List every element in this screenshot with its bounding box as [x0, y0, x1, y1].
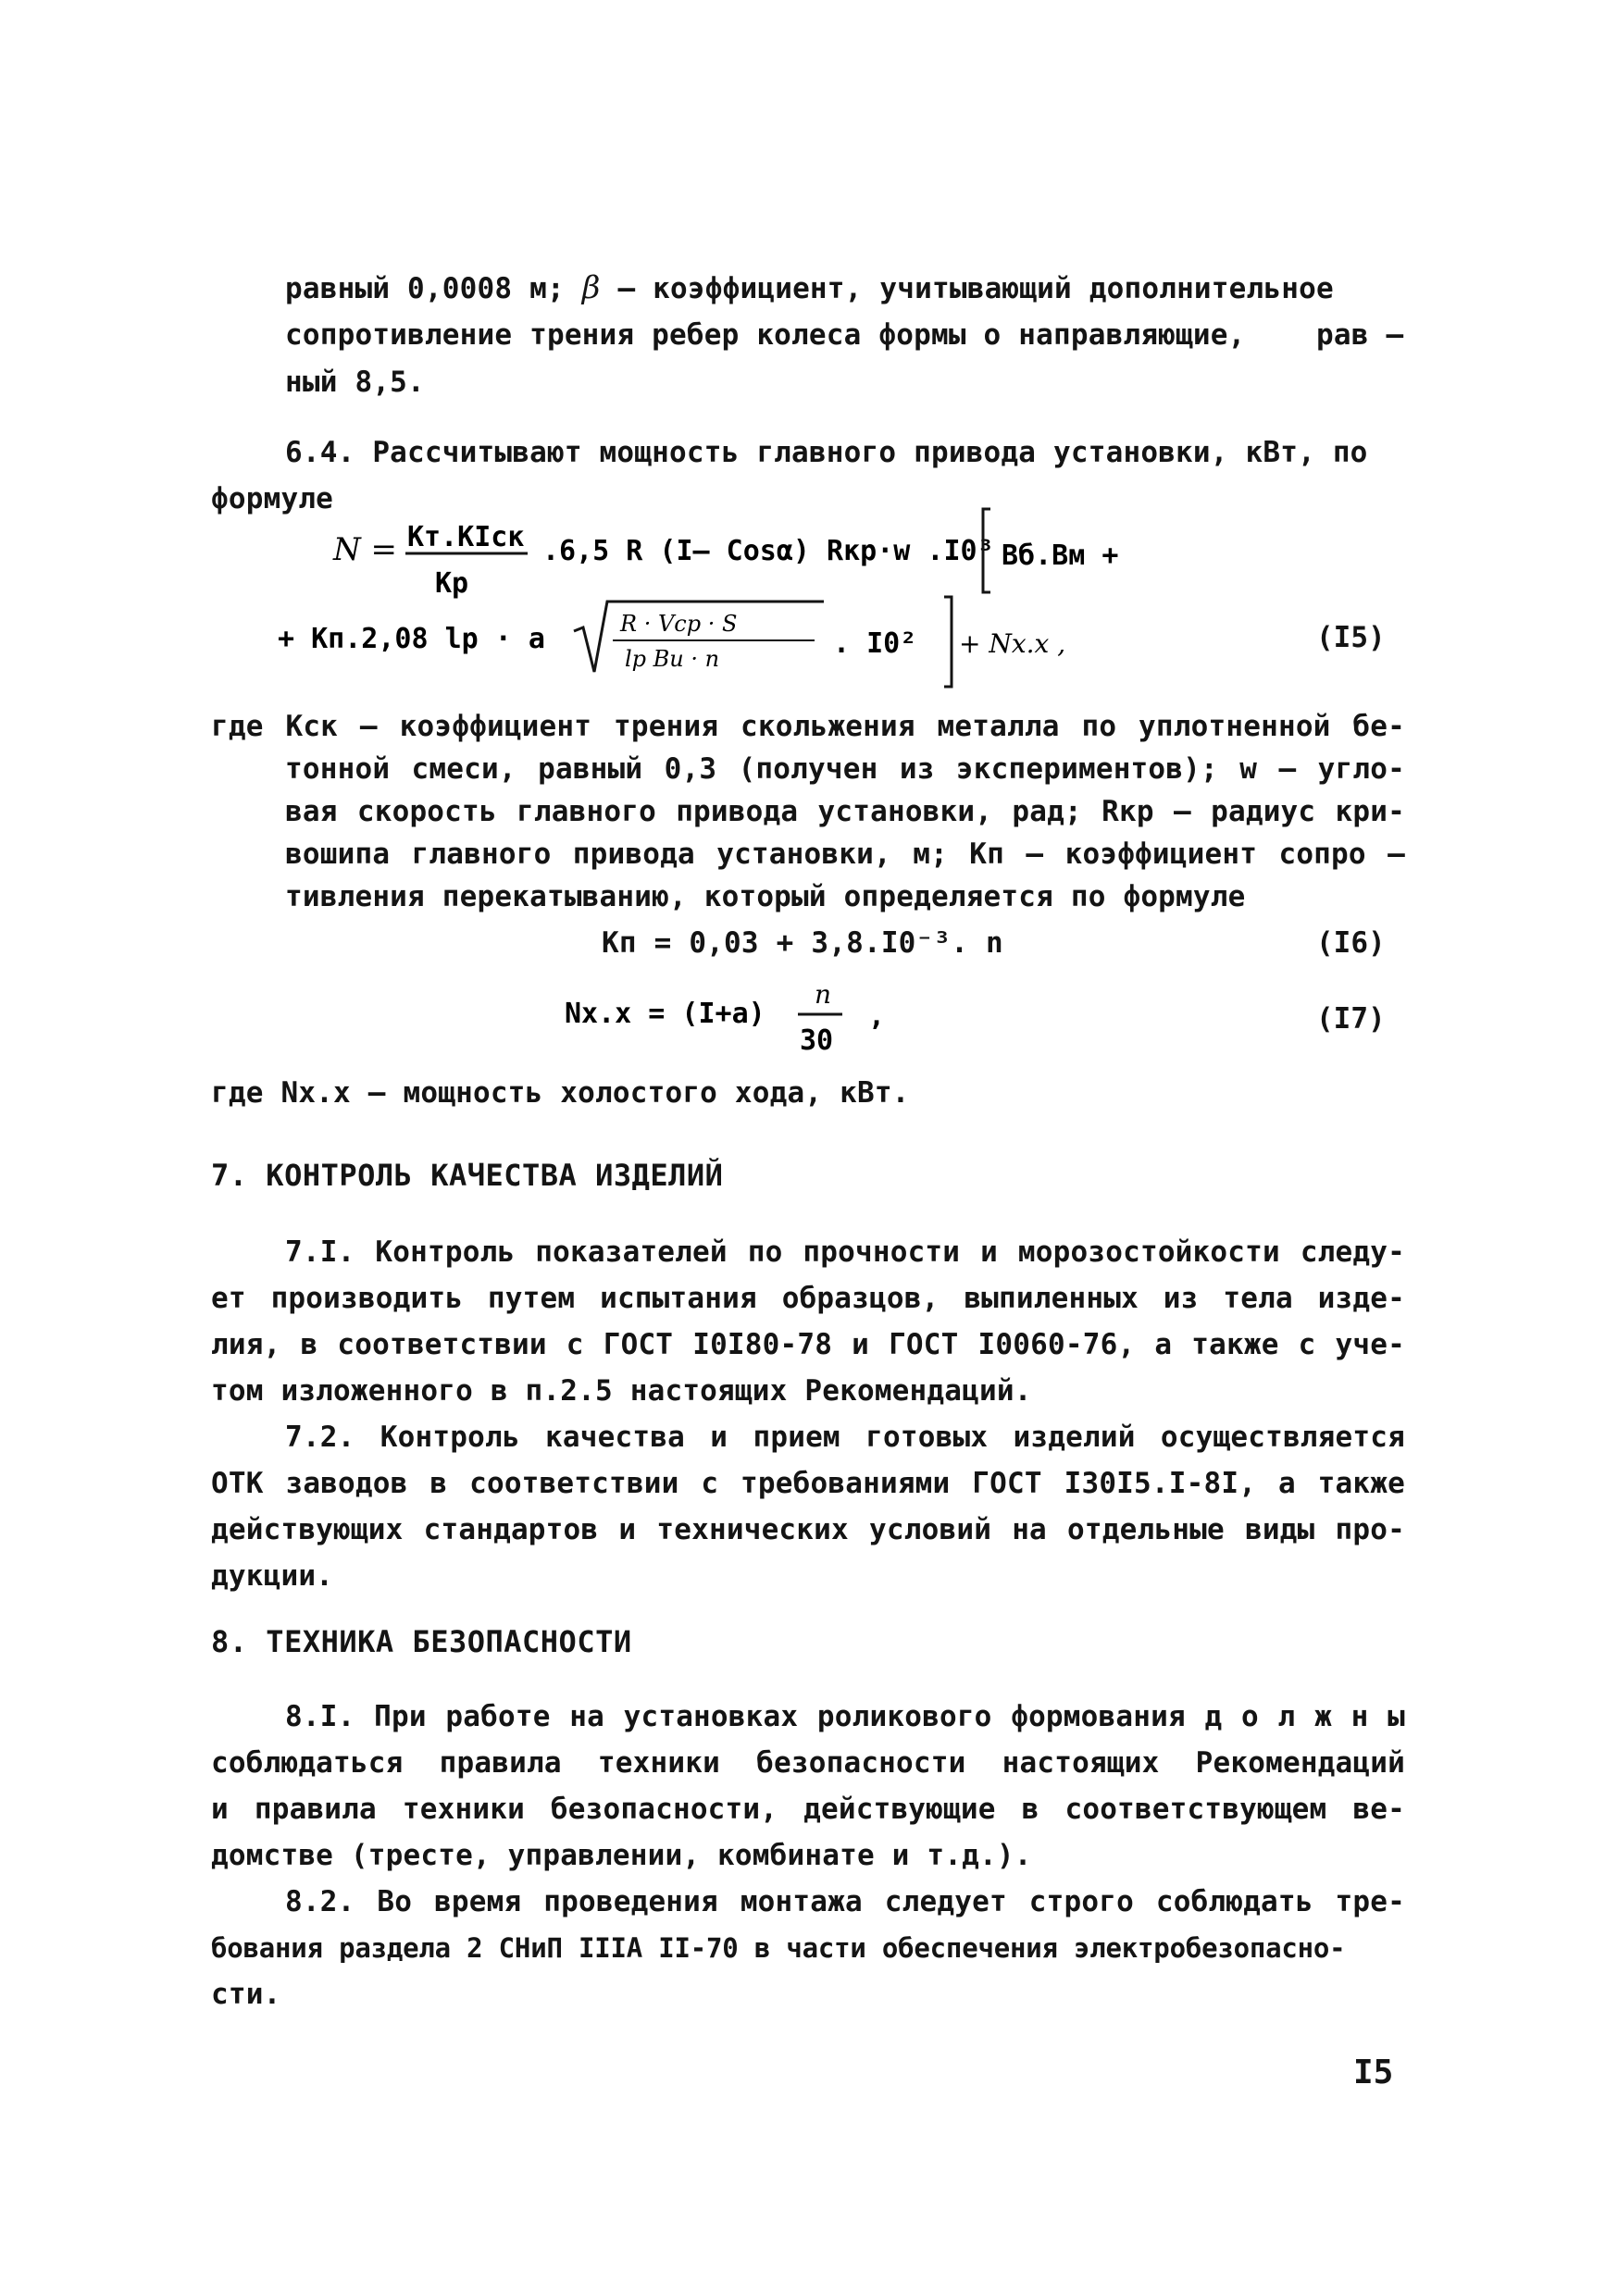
text-line: [211, 1792, 1405, 1827]
formula-lhs: N =: [333, 531, 398, 568]
text-fragment: бования раздела 2 СНиП IIIА II-70 в части обеспечения электробезопасно-: [211, 1932, 1346, 1964]
equation-number: (I5): [1316, 621, 1386, 654]
text-fragment: ный 8,5.: [285, 366, 425, 399]
text-line: [211, 1838, 1032, 1873]
text-fragment: 6.4. Рассчитывают мощность главного привода установки, кВт, по: [285, 436, 1368, 469]
formula-lhs: Nх.х = (I+a): [565, 998, 765, 1030]
text-line: [285, 1420, 1405, 1455]
where-line: [285, 751, 1405, 787]
bracket-right: [944, 597, 952, 687]
equation-number: (I6): [1316, 926, 1386, 960]
where-line: [285, 879, 1246, 914]
formula-16: [602, 925, 1003, 961]
text-line: [285, 1235, 1405, 1270]
text-line: [211, 1373, 1032, 1409]
page-number: I5: [1353, 2054, 1394, 2091]
formula-text: Кп = 0,03 + 3,8.I0⁻³. n: [602, 926, 1003, 960]
text-fragment: ОТК заводов в соответствии с требованиями ГОСТ I30I5.I-8I, а также: [211, 1467, 1405, 1500]
where-line: [285, 794, 1405, 829]
text-fragment: домстве (тресте, управлении, комбинате и т.д.).: [211, 1839, 1032, 1872]
section-heading: 7. КОНТРОЛЬ КАЧЕСТВА ИЗДЕЛИЙ: [211, 1158, 724, 1193]
text-line: [1316, 317, 1403, 353]
text-fragment: дукции.: [211, 1559, 334, 1593]
where-line: [285, 837, 1405, 872]
text-fragment: тонной смеси, равный 0,3 (получен из экспериментов); w – угло-: [285, 752, 1405, 786]
text-line: [211, 1327, 1405, 1362]
formula-term: ,: [868, 1000, 886, 1033]
text-fragment: действующих стандартов и технических условий на отдельные виды про-: [211, 1513, 1405, 1546]
fraction-numerator: n: [815, 979, 832, 1010]
where-line: [211, 709, 1405, 744]
equation-number: (I7): [1316, 1002, 1386, 1036]
formula-term: .6,5 R (I– Cosα) Rкр·w .I0³: [542, 535, 994, 567]
formula-term: . I0²: [833, 627, 917, 660]
text-fragment: сопротивление трения ребер колеса формы о направляющие,: [285, 318, 1246, 352]
text-fragment: 7.I. Контроль показателей по прочности и морозостойкости следу-: [285, 1235, 1405, 1269]
formula-term: + Nх.х ,: [959, 628, 1066, 659]
formula-fraction-numerator: Кт.КIск: [407, 521, 525, 553]
sqrt-numerator: R · Vср · S: [620, 611, 738, 637]
text-fragment: рав –: [1316, 318, 1404, 352]
text-fragment: равный 0,0008 м;: [285, 272, 565, 305]
text-line: [285, 1699, 1405, 1734]
text-line: [285, 270, 1334, 306]
formula-fraction-denominator: Кр: [435, 567, 469, 600]
text-fragment: формуле: [211, 482, 334, 515]
text-line: [285, 365, 425, 400]
text-line: [211, 1558, 333, 1594]
text-fragment: – коэффициент, учитывающий дополнительное: [617, 272, 1334, 305]
text-fragment: соблюдаться правила техники безопасности настоящих Рекомендаций: [211, 1746, 1405, 1780]
formula-15: [268, 490, 1435, 703]
sqrt-denominator: lр Ви · n: [625, 646, 720, 672]
text-line: [211, 1977, 280, 2012]
formula-term: Вб.Вм +: [1002, 540, 1119, 572]
text-fragment: 8.I. При работе на установках роликового формования д о л ж н ы: [285, 1700, 1405, 1733]
text-fragment: лия, в соответствии с ГОСТ I0I80-78 и ГОСТ I0060-76, а также с уче-: [211, 1328, 1405, 1361]
fraction-denominator: 30: [800, 1024, 834, 1057]
text-line: [211, 1512, 1405, 1547]
text-fragment: ет производить путем испытания образцов, выпиленных из тела изде-: [211, 1282, 1405, 1315]
section-heading: 8. ТЕХНИКА БЕЗОПАСНОСТИ: [211, 1624, 632, 1659]
text-fragment: 7.2. Контроль качества и прием готовых изделий осуществляется: [285, 1421, 1405, 1454]
formula-term: + Кп.2,08 lр · a: [278, 623, 545, 655]
text-line: [285, 317, 1246, 353]
text-line: [211, 1281, 1405, 1316]
text-fragment: вая скорость главного привода установки, рад; Rкр – радиус кри-: [285, 795, 1405, 828]
text-fragment: 8.2. Во время проведения монтажа следует строго соблюдать тре-: [285, 1885, 1405, 1918]
text-fragment: сти.: [211, 1978, 281, 2011]
where-nxx-line: [211, 1075, 910, 1111]
text-line: [211, 1745, 1405, 1781]
text-fragment: вошипа главного привода установки, м; Кп – коэффициент сопро –: [285, 838, 1405, 871]
text-fragment: и правила техники безопасности, действующие в соответствующем ве-: [211, 1793, 1405, 1826]
text-line: [211, 1930, 1345, 1966]
formula-17: [555, 972, 944, 1064]
text-fragment: том изложенного в п.2.5 настоящих Рекомендаций.: [211, 1374, 1032, 1408]
text-line: [285, 1884, 1405, 1919]
section-6-4-line: [285, 435, 1368, 470]
text-fragment: где Кск – коэффициент трения скольжения металла по уплотненной бе-: [211, 710, 1405, 743]
text-line: [211, 1466, 1405, 1501]
beta-symbol: β: [581, 269, 601, 306]
text-fragment: где Nх.х – мощность холостого хода, кВт.: [211, 1076, 910, 1110]
text-fragment: тивления перекатыванию, который определяется по формуле: [285, 880, 1246, 913]
